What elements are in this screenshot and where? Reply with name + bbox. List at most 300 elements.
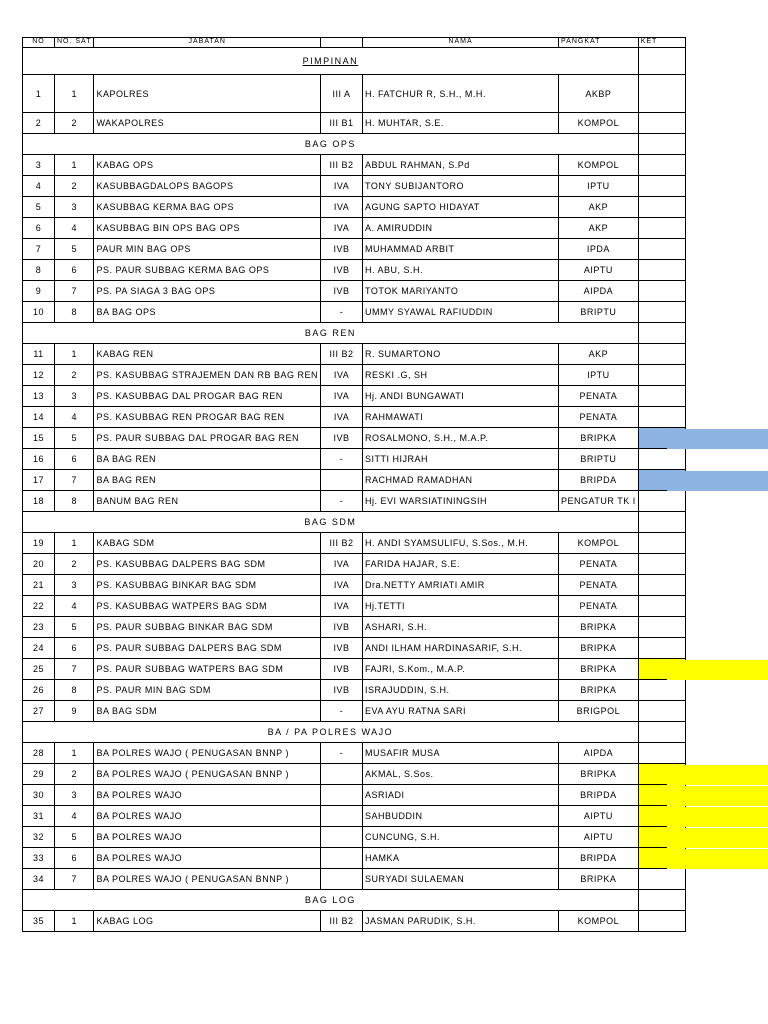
section-title — [23, 323, 639, 344]
cell-jabatan: KASUBBAG KERMA BAG OPS — [94, 197, 321, 218]
highlight-fill — [667, 429, 768, 449]
cell-ket — [638, 197, 685, 218]
cell-ket — [638, 491, 685, 512]
cell-no: 10 — [23, 302, 55, 323]
cell-eselon — [321, 785, 363, 806]
cell-no-sat: 1 — [55, 911, 94, 932]
cell-pangkat: BRIPDA — [559, 785, 639, 806]
cell-jabatan: BA BAG REN — [94, 470, 321, 491]
section-title-text: BAG LOG — [304, 895, 356, 905]
header-nama: NAMA — [363, 38, 559, 48]
cell-pangkat: IPDA — [559, 239, 639, 260]
table-row — [23, 302, 686, 323]
cell-jabatan: BA POLRES WAJO — [94, 827, 321, 848]
highlight-fill — [667, 765, 768, 785]
cell-eselon: IVB — [321, 281, 363, 302]
cell-eselon: IVA — [321, 575, 363, 596]
cell-eselon: IVA — [321, 365, 363, 386]
cell-eselon: - — [321, 491, 363, 512]
cell-jabatan: PS. PAUR SUBBAG DALPERS BAG SDM — [94, 638, 321, 659]
cell-nama: RAHMAWATI — [363, 407, 559, 428]
cell-no: 3 — [23, 155, 55, 176]
cell-jabatan: BA BAG SDM — [94, 701, 321, 722]
highlight-fill — [667, 849, 768, 869]
cell-jabatan: PS. PAUR SUBBAG DAL PROGAR BAG REN — [94, 428, 321, 449]
cell-no: 12 — [23, 365, 55, 386]
cell-eselon: - — [321, 743, 363, 764]
cell-eselon: III A — [321, 75, 363, 113]
header-no-sat: NO. SAT — [55, 38, 94, 48]
cell-ket — [638, 575, 685, 596]
cell-no-sat: 1 — [55, 155, 94, 176]
cell-ket — [638, 617, 685, 638]
cell-no: 31 — [23, 806, 55, 827]
header-eselon — [321, 38, 363, 48]
cell-jabatan: BANUM BAG REN — [94, 491, 321, 512]
cell-nama: ASHARI, S.H. — [363, 617, 559, 638]
table-row — [23, 281, 686, 302]
cell-no-sat: 9 — [55, 701, 94, 722]
table-row — [23, 743, 686, 764]
table-row — [23, 764, 686, 785]
cell-no: 5 — [23, 197, 55, 218]
cell-no-sat: 2 — [55, 365, 94, 386]
cell-nama: H. MUHTAR, S.E. — [363, 113, 559, 134]
header-jabatan: JABATAN — [94, 38, 321, 48]
table-row — [23, 701, 686, 722]
cell-pangkat: PENATA — [559, 596, 639, 617]
cell-jabatan: WAKAPOLRES — [94, 113, 321, 134]
highlight-fill — [667, 828, 768, 848]
cell-no-sat: 8 — [55, 491, 94, 512]
ket-cell — [638, 512, 685, 533]
cell-pangkat: BRIPKA — [559, 659, 639, 680]
cell-no: 13 — [23, 386, 55, 407]
cell-ket — [638, 365, 685, 386]
section-row — [23, 134, 686, 155]
cell-nama: SURYADI SULAEMAN — [363, 869, 559, 890]
table-row — [23, 785, 686, 806]
cell-no-sat: 4 — [55, 596, 94, 617]
section-title-text: BAG REN — [304, 328, 356, 338]
cell-no-sat: 7 — [55, 659, 94, 680]
cell-eselon: IVB — [321, 239, 363, 260]
cell-pangkat: AKBP — [559, 75, 639, 113]
cell-no-sat: 5 — [55, 428, 94, 449]
cell-pangkat: BRIPKA — [559, 764, 639, 785]
cell-ket — [638, 680, 685, 701]
cell-jabatan: PS. PAUR MIN BAG SDM — [94, 680, 321, 701]
cell-no: 25 — [23, 659, 55, 680]
cell-jabatan: PS. KASUBBAG DAL PROGAR BAG REN — [94, 386, 321, 407]
section-title — [23, 890, 639, 911]
cell-eselon: - — [321, 302, 363, 323]
table-row — [23, 428, 686, 449]
cell-ket — [638, 176, 685, 197]
cell-nama: ANDI ILHAM HARDINASARIF, S.H. — [363, 638, 559, 659]
cell-eselon: IVA — [321, 596, 363, 617]
cell-no-sat: 2 — [55, 113, 94, 134]
cell-jabatan: KABAG OPS — [94, 155, 321, 176]
cell-eselon: IVB — [321, 617, 363, 638]
header-row — [23, 38, 686, 48]
cell-nama: Hj. EVI WARSIATININGSIH — [363, 491, 559, 512]
table-row — [23, 680, 686, 701]
cell-no-sat: 4 — [55, 407, 94, 428]
cell-jabatan: BA POLRES WAJO ( PENUGASAN BNNP ) — [94, 869, 321, 890]
cell-nama: TOTOK MARIYANTO — [363, 281, 559, 302]
table-row — [23, 533, 686, 554]
cell-pangkat: PENATA — [559, 575, 639, 596]
section-title — [23, 512, 639, 533]
cell-no-sat: 1 — [55, 533, 94, 554]
cell-no: 23 — [23, 617, 55, 638]
cell-nama: FAJRI, S.Kom., M.A.P. — [363, 659, 559, 680]
cell-jabatan: PS. PA SIAGA 3 BAG OPS — [94, 281, 321, 302]
table-row — [23, 638, 686, 659]
cell-nama: Dra.NETTY AMRIATI AMIR — [363, 575, 559, 596]
cell-nama: MUHAMMAD ARBIT — [363, 239, 559, 260]
section-title-text: BA / PA POLRES WAJO — [267, 727, 394, 737]
cell-pangkat: AKP — [559, 197, 639, 218]
table-row — [23, 75, 686, 113]
cell-ket — [638, 869, 685, 890]
cell-ket — [638, 533, 685, 554]
cell-no: 30 — [23, 785, 55, 806]
section-title-text: PIMPINAN — [302, 56, 359, 66]
table-row — [23, 155, 686, 176]
cell-pangkat: BRIPKA — [559, 869, 639, 890]
cell-no: 28 — [23, 743, 55, 764]
cell-no-sat: 7 — [55, 470, 94, 491]
cell-nama: CUNCUNG, S.H. — [363, 827, 559, 848]
cell-no: 14 — [23, 407, 55, 428]
cell-pangkat: KOMPOL — [559, 155, 639, 176]
cell-nama: SAHBUDDIN — [363, 806, 559, 827]
cell-no: 35 — [23, 911, 55, 932]
cell-ket — [638, 449, 685, 470]
cell-no: 2 — [23, 113, 55, 134]
cell-ket — [638, 218, 685, 239]
cell-eselon: IVB — [321, 260, 363, 281]
cell-eselon: IVB — [321, 680, 363, 701]
section-row — [23, 48, 686, 75]
cell-no: 33 — [23, 848, 55, 869]
cell-no-sat: 6 — [55, 260, 94, 281]
cell-eselon: IVA — [321, 407, 363, 428]
table-row — [23, 407, 686, 428]
cell-no-sat: 5 — [55, 617, 94, 638]
table-row — [23, 596, 686, 617]
table-row — [23, 554, 686, 575]
cell-no-sat: 1 — [55, 743, 94, 764]
cell-nama: Hj.TETTI — [363, 596, 559, 617]
cell-no: 18 — [23, 491, 55, 512]
cell-no: 17 — [23, 470, 55, 491]
header-pangkat: PANGKAT — [559, 38, 639, 48]
cell-ket — [638, 113, 685, 134]
cell-no-sat: 1 — [55, 75, 94, 113]
cell-jabatan: BA POLRES WAJO — [94, 848, 321, 869]
cell-jabatan: PS. KASUBBAG REN PROGAR BAG REN — [94, 407, 321, 428]
cell-jabatan: BA POLRES WAJO — [94, 806, 321, 827]
cell-no-sat: 3 — [55, 785, 94, 806]
cell-ket — [638, 75, 685, 113]
ket-cell — [638, 134, 685, 155]
cell-no: 7 — [23, 239, 55, 260]
cell-eselon: III B2 — [321, 533, 363, 554]
section-title-text: BAG SDM — [304, 517, 357, 527]
cell-nama: UMMY SYAWAL RAFIUDDIN — [363, 302, 559, 323]
ket-cell — [638, 722, 685, 743]
cell-ket — [638, 302, 685, 323]
cell-ket — [638, 596, 685, 617]
cell-eselon: IVA — [321, 176, 363, 197]
section-title-text: BAG OPS — [304, 139, 356, 149]
cell-jabatan: PS. KASUBBAG BINKAR BAG SDM — [94, 575, 321, 596]
cell-no: 24 — [23, 638, 55, 659]
cell-pangkat: BRIPDA — [559, 848, 639, 869]
cell-ket — [638, 155, 685, 176]
section-row — [23, 323, 686, 344]
table-row — [23, 470, 686, 491]
cell-no: 9 — [23, 281, 55, 302]
cell-pangkat: BRIPDA — [559, 470, 639, 491]
cell-jabatan: PS. PAUR SUBBAG KERMA BAG OPS — [94, 260, 321, 281]
cell-jabatan: KASUBBAGDALOPS BAGOPS — [94, 176, 321, 197]
table-row — [23, 827, 686, 848]
cell-pangkat: AKP — [559, 344, 639, 365]
cell-eselon — [321, 764, 363, 785]
table-row — [23, 449, 686, 470]
cell-eselon: III B2 — [321, 155, 363, 176]
cell-eselon — [321, 869, 363, 890]
table-row — [23, 575, 686, 596]
personnel-table — [22, 37, 686, 932]
cell-jabatan: PS. PAUR SUBBAG BINKAR BAG SDM — [94, 617, 321, 638]
cell-eselon: III B1 — [321, 113, 363, 134]
ket-cell — [638, 323, 685, 344]
cell-no-sat: 2 — [55, 554, 94, 575]
cell-no: 21 — [23, 575, 55, 596]
cell-ket — [638, 239, 685, 260]
cell-nama: EVA AYU RATNA SARI — [363, 701, 559, 722]
cell-eselon: IVB — [321, 659, 363, 680]
cell-no-sat: 8 — [55, 302, 94, 323]
table-row — [23, 239, 686, 260]
ket-cell — [638, 48, 685, 75]
cell-no: 22 — [23, 596, 55, 617]
cell-ket — [638, 260, 685, 281]
cell-eselon — [321, 806, 363, 827]
table-row — [23, 260, 686, 281]
cell-no: 34 — [23, 869, 55, 890]
cell-nama: ASRIADI — [363, 785, 559, 806]
table-row — [23, 344, 686, 365]
cell-eselon — [321, 848, 363, 869]
cell-eselon: - — [321, 701, 363, 722]
cell-pangkat: AIPTU — [559, 260, 639, 281]
section-title — [23, 722, 639, 743]
cell-no-sat: 4 — [55, 806, 94, 827]
cell-no: 20 — [23, 554, 55, 575]
cell-no: 1 — [23, 75, 55, 113]
cell-nama: RACHMAD RAMADHAN — [363, 470, 559, 491]
cell-pangkat: AIPTU — [559, 806, 639, 827]
table-row — [23, 197, 686, 218]
cell-jabatan: BA BAG REN — [94, 449, 321, 470]
cell-pangkat: BRIPKA — [559, 680, 639, 701]
cell-pangkat: PENATA — [559, 407, 639, 428]
cell-eselon: III B2 — [321, 911, 363, 932]
cell-ket — [638, 407, 685, 428]
ket-cell — [638, 890, 685, 911]
table-row — [23, 617, 686, 638]
cell-jabatan: BA BAG OPS — [94, 302, 321, 323]
cell-pangkat: BRIPTU — [559, 302, 639, 323]
cell-nama: A. AMIRUDDIN — [363, 218, 559, 239]
cell-no-sat: 4 — [55, 218, 94, 239]
cell-no-sat: 7 — [55, 281, 94, 302]
cell-pangkat: BRIPKA — [559, 428, 639, 449]
cell-jabatan: KABAG LOG — [94, 911, 321, 932]
cell-nama: H. ABU, S.H. — [363, 260, 559, 281]
cell-pangkat: IPTU — [559, 365, 639, 386]
cell-pangkat: KOMPOL — [559, 533, 639, 554]
cell-eselon: III B2 — [321, 344, 363, 365]
cell-nama: SITTI HIJRAH — [363, 449, 559, 470]
cell-ket — [638, 701, 685, 722]
cell-jabatan: PS. KASUBBAG WATPERS BAG SDM — [94, 596, 321, 617]
cell-nama: ISRAJUDDIN, S.H. — [363, 680, 559, 701]
table-row — [23, 848, 686, 869]
cell-nama: ROSALMONO, S.H., M.A.P. — [363, 428, 559, 449]
cell-ket — [638, 743, 685, 764]
cell-eselon: IVA — [321, 197, 363, 218]
cell-jabatan: KASUBBAG BIN OPS BAG OPS — [94, 218, 321, 239]
cell-pangkat: BRIPTU — [559, 449, 639, 470]
cell-nama: H. FATCHUR R, S.H., M.H. — [363, 75, 559, 113]
cell-jabatan: KABAG SDM — [94, 533, 321, 554]
cell-pangkat: AIPTU — [559, 827, 639, 848]
cell-no-sat: 5 — [55, 239, 94, 260]
cell-eselon — [321, 470, 363, 491]
cell-no-sat: 2 — [55, 176, 94, 197]
cell-eselon: IVA — [321, 554, 363, 575]
cell-no-sat: 6 — [55, 638, 94, 659]
table-row — [23, 869, 686, 890]
cell-jabatan: PS. KASUBBAG DALPERS BAG SDM — [94, 554, 321, 575]
cell-no-sat: 5 — [55, 827, 94, 848]
cell-ket — [638, 638, 685, 659]
cell-no-sat: 2 — [55, 764, 94, 785]
cell-jabatan: PAUR MIN BAG OPS — [94, 239, 321, 260]
cell-nama: AKMAL, S.Sos. — [363, 764, 559, 785]
table-row — [23, 176, 686, 197]
cell-ket — [638, 911, 685, 932]
cell-jabatan: KAPOLRES — [94, 75, 321, 113]
cell-jabatan: PS. KASUBBAG STRAJEMEN DAN RB BAG REN — [94, 365, 321, 386]
table-row — [23, 218, 686, 239]
cell-no: 26 — [23, 680, 55, 701]
cell-pangkat: AKP — [559, 218, 639, 239]
cell-no-sat: 3 — [55, 197, 94, 218]
cell-no: 6 — [23, 218, 55, 239]
section-row — [23, 890, 686, 911]
header-ket: KET — [638, 38, 685, 48]
cell-pangkat: PENATA — [559, 386, 639, 407]
cell-nama: FARIDA HAJAR, S.E. — [363, 554, 559, 575]
cell-no: 19 — [23, 533, 55, 554]
cell-no-sat: 6 — [55, 449, 94, 470]
cell-nama: RESKI .G, SH — [363, 365, 559, 386]
cell-no: 4 — [23, 176, 55, 197]
cell-eselon: IVA — [321, 386, 363, 407]
table-row — [23, 113, 686, 134]
cell-pangkat: KOMPOL — [559, 911, 639, 932]
section-title — [23, 48, 639, 75]
highlight-fill — [667, 807, 768, 827]
cell-ket — [638, 344, 685, 365]
cell-nama: ABDUL RAHMAN, S.Pd — [363, 155, 559, 176]
cell-eselon: - — [321, 449, 363, 470]
cell-nama: HAMKA — [363, 848, 559, 869]
cell-pangkat: KOMPOL — [559, 113, 639, 134]
cell-nama: Hj. ANDI BUNGAWATI — [363, 386, 559, 407]
cell-no-sat: 1 — [55, 344, 94, 365]
cell-no: 16 — [23, 449, 55, 470]
cell-no-sat: 8 — [55, 680, 94, 701]
cell-pangkat: PENGATUR TK I — [559, 491, 639, 512]
cell-no-sat: 6 — [55, 848, 94, 869]
section-row — [23, 512, 686, 533]
highlight-fill — [667, 660, 768, 680]
header-no: NO — [23, 38, 55, 48]
cell-pangkat: AIPDA — [559, 281, 639, 302]
cell-ket — [638, 386, 685, 407]
table-row — [23, 365, 686, 386]
section-row — [23, 722, 686, 743]
cell-eselon: IVA — [321, 218, 363, 239]
cell-no-sat: 7 — [55, 869, 94, 890]
cell-pangkat: PENATA — [559, 554, 639, 575]
cell-no: 11 — [23, 344, 55, 365]
cell-nama: AGUNG SAPTO HIDAYAT — [363, 197, 559, 218]
table-row — [23, 386, 686, 407]
cell-eselon: IVB — [321, 428, 363, 449]
highlight-fill — [667, 786, 768, 806]
cell-pangkat: AIPDA — [559, 743, 639, 764]
cell-no: 8 — [23, 260, 55, 281]
cell-nama: JASMAN PARUDIK, S.H. — [363, 911, 559, 932]
cell-no-sat: 3 — [55, 575, 94, 596]
cell-jabatan: BA POLRES WAJO ( PENUGASAN BNNP ) — [94, 743, 321, 764]
cell-pangkat: BRIPKA — [559, 617, 639, 638]
cell-nama: R. SUMARTONO — [363, 344, 559, 365]
table-row — [23, 659, 686, 680]
cell-eselon: IVB — [321, 638, 363, 659]
cell-no: 15 — [23, 428, 55, 449]
cell-jabatan: PS. PAUR SUBBAG WATPERS BAG SDM — [94, 659, 321, 680]
cell-no-sat: 3 — [55, 386, 94, 407]
cell-jabatan: BA POLRES WAJO — [94, 785, 321, 806]
cell-nama: MUSAFIR MUSA — [363, 743, 559, 764]
highlight-fill — [667, 471, 768, 491]
cell-pangkat: BRIGPOL — [559, 701, 639, 722]
cell-eselon — [321, 827, 363, 848]
table-row — [23, 491, 686, 512]
table-row — [23, 806, 686, 827]
